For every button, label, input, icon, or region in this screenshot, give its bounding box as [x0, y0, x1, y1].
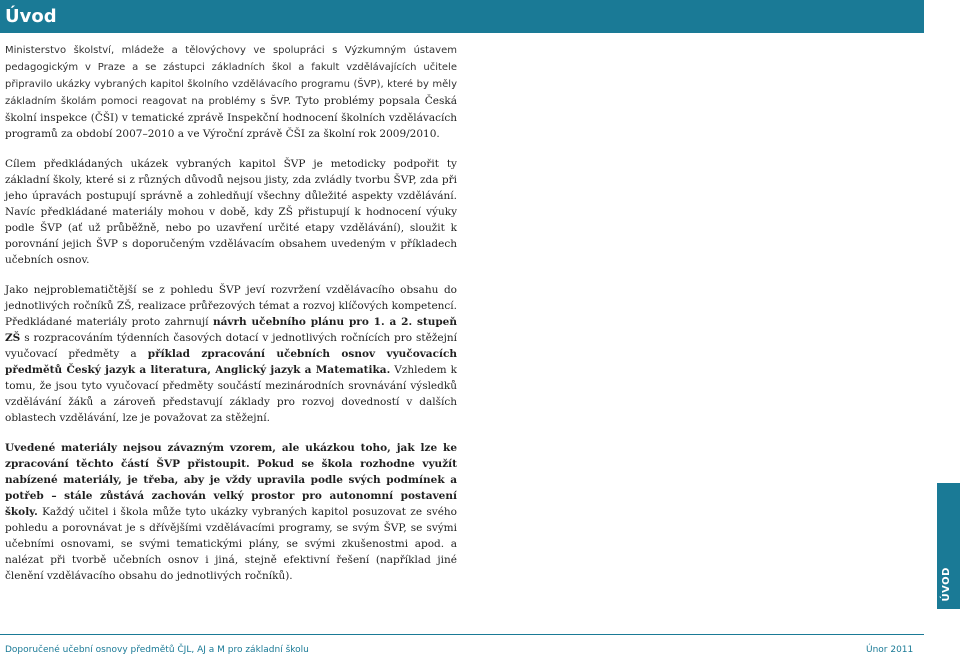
paragraph-intro: [5, 42, 457, 142]
paragraph-usage-rest: Každý učitel i škola může tyto ukázky vybraných kapitol posuzovat ze svého pohledu a porovnávat je s dřívějšími vzdělávacími programy, se svým ŠVP, se svými učebními osnovami, se svými tematickými plány, se svými zkušenostmi apod. a nalézat při tvorbě učebních osnov i jiná, stejně efektivní řešení (například jiné členění vzdělávacího obsahu do jednotlivých ročníků).: [5, 506, 457, 582]
chapter-title-bar: [0, 0, 924, 33]
paragraph-usage-bold: Uvedené materiály nejsou závazným vzorem, ale ukázkou toho, jak lze ke zpracování těchto částí ŠVP přistoupit. Pokud se škola rozhodne využít nabízené materiály, je třeba, aby je vždy upravila podle svých podmínek a potřeb – stále zůstává zachován velký prostor pro autonomní postavení školy.: [5, 442, 457, 518]
side-chapter-tab: [937, 483, 960, 609]
paragraph-problems-part-c: s rozpracováním týdenních časových dotací v jednotlivých ročnících pro stěžejní vyučovací předměty a: [5, 332, 457, 360]
chapter-title: Úvod: [5, 6, 57, 27]
paragraph-problems: [5, 282, 457, 426]
paragraph-problems-bold-2: příklad zpracování učebních osnov vyučovacích předmětů Český jazyk a literatura, Anglický jazyk a Matematika.: [5, 348, 458, 376]
paragraph-problems-part-e: Vzhledem k tomu, že jsou tyto vyučovací předměty součástí mezinárodních srovnávání výsledků vzdělávání žáků a zároveň představují základy pro rozvoj dovedností v dalších oblastech vzdělávání, lze je považovat za stěžejní.: [5, 364, 457, 424]
paragraph-intro-part-a: Ministerstvo školství, mládeže a tělovýchovy ve spolupráci s Výzkumným ústavem pedagogickým v Praze a se zástupci základních škol a fakult vzdělávajících učitele připravilo ukázky vybraných kapitol školního vzdělávacího programu (ŠVP), které by měly základním školám pomoci reagovat na problémy s ŠVP.: [5, 45, 457, 107]
footer-divider: [0, 634, 924, 635]
paragraph-intro-part-b: Tyto problémy popsala Česká školní inspekce (ČŠI) v tematické zprávě Inspekční hodnocení školních vzdělávacích programů za období 2007–2010 a ve Výroční zprávě ČŠI za školní rok 2009/2010.: [5, 95, 457, 140]
body-text: [5, 42, 457, 598]
paragraph-goal: Cílem předkládaných ukázek vybraných kapitol ŠVP je metodicky podpořit ty základní školy, které si z různých důvodů nejsou jisty, zda zvládly tvorbu ŠVP, zda při jeho úpravách postupují správně a zohledňují všechny důležité aspekty vzdělávání. Navíc předkládané materiály mohou v době, kdy ZŠ přistupují k hodnocení výuky podle ŠVP (ať už průběžně, nebo po uzavření určité etapy vzdělávání), sloužit k porovnání jejich ŠVP s doporučeným vzdělávacím obsahem uvedeným v příkladech učebních osnov.: [5, 158, 457, 266]
side-chapter-tab-label: ÚVOD: [941, 566, 952, 601]
footer-publication-title: Doporučené učební osnovy předmětů ČJL, AJ a M pro základní školu: [5, 645, 309, 655]
footer-date: Únor 2011: [866, 645, 914, 655]
paragraph-usage: [5, 440, 457, 584]
paragraph-problems-bold-1: návrh učebního plánu pro 1. a 2. stupeň ZŠ: [5, 316, 457, 344]
paragraph-problems-part-a: Jako nejproblematičtější se z pohledu ŠVP jeví rozvržení vzdělávacího obsahu do jednotlivých ročníků ZŠ, realizace průřezových témat a rozvoj klíčových kompetencí. Předkládané materiály proto zahrnují: [5, 284, 457, 328]
